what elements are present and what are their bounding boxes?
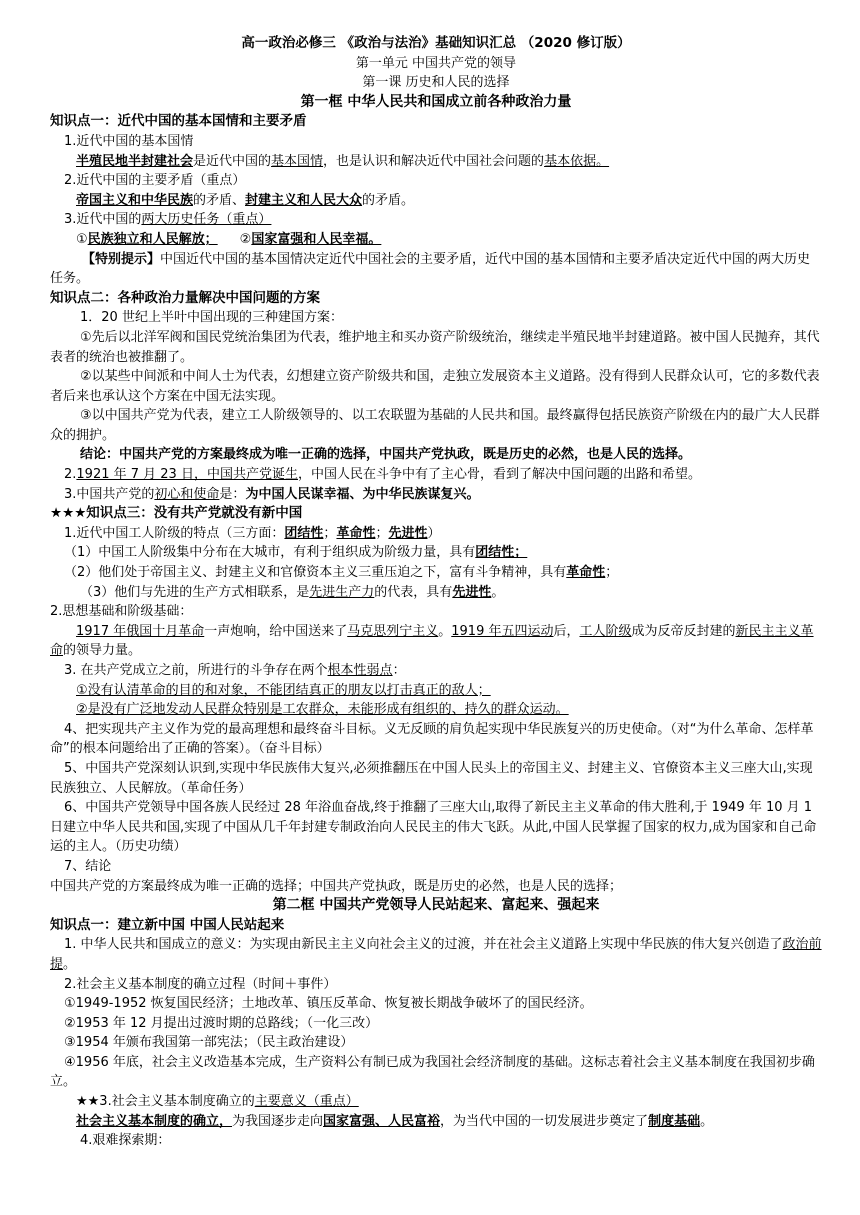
kp3-p4-c: 的代表，具有 <box>374 584 453 600</box>
kp3-p3 <box>50 563 822 583</box>
kp3-p12: 6、中国共产党领导中国各族人民经过 28 年浴血奋战,终于推翻了三座大山,取得了新民主主义革命的伟大胜利,于 1949 年 10 月 1 日建立中华人民共和国,实现了中国从几千年封建专制政治向人民民主的伟大飞跃。从此,中国人民掌握了国家的权力,成为国家和自己命运的主人。（历史功绩） <box>50 800 817 855</box>
kp3-p3-a: （2）他们处于帝国主义、封建主义和官僚资本主义三重压迫之下，富有斗争精神，具有 <box>64 565 567 581</box>
kp2-heading: 知识点二：各种政治力量解决中国问题的方案 <box>50 289 320 306</box>
kp1-item1-key2: 基本国情 <box>271 153 324 169</box>
kp3-p6-b: 一声炮响，给中国送来了 <box>204 623 348 639</box>
frame2-kp1-heading: 知识点一：建立新中国 中国人民站起来 <box>50 916 285 933</box>
kp2-p6-b: 初心和使命 <box>154 486 220 502</box>
kp1-tip-label: 【特别提示】 <box>82 251 161 267</box>
frame2-p4: ②1953 年 12 月提出过渡时期的总路线；（一化三改） <box>64 1015 379 1031</box>
kp2-p5 <box>50 465 822 485</box>
kp3-p3-c: ； <box>605 565 619 581</box>
kp3-p6-a: 1917 年俄国十月革命 <box>76 623 205 639</box>
kp3-heading: ★★★知识点三：没有共产党就没有新中国 <box>50 505 303 522</box>
kp1-item3-e: ② <box>239 231 252 247</box>
kp1-item2-key2: 封建主义和人民大众 <box>245 192 363 208</box>
frame2-p8-a: 社会主义基本制度的确立， <box>76 1113 233 1129</box>
kp3-p1-c: ； <box>323 525 337 541</box>
kp3-p4-a: （3）他们与先进的生产方式相联系，是 <box>80 584 310 600</box>
kp2-p6-c: 是： <box>219 486 246 502</box>
kp2-p5-b: 1921 年 7 月 23 日，中国共产党诞生 <box>76 467 298 483</box>
kp3-p11: 5、中国共产党深刻认识到,实现中华民族伟大复兴,必须推翻压在中国人民头上的帝国主义、封建主义、官僚资本主义三座大山,实现民族独立、人民解放。（革命任务） <box>50 760 813 796</box>
kp1-item3-a: 3.近代中国的 <box>64 212 142 228</box>
unit-title: 第一单元 中国共产党的领导 <box>355 55 517 71</box>
kp3-p10: 4、把实现共产主义作为党的最高理想和最终奋斗目标。义无反顾的肩负起实现中华民族复兴的历史使命。（对“为什么革命、怎样革命”的根本问题给出了正确的答案）。（奋斗目标） <box>50 721 814 757</box>
kp3-p1-f: 先进性 <box>388 525 428 541</box>
frame2-p8-e: 制度基础 <box>648 1113 701 1129</box>
frame1-title: 第一框 中华人民共和国成立前各种政治力量 <box>300 93 572 110</box>
kp3-p1 <box>50 524 822 544</box>
kp3-p14: 中国共产党的方案最终成为唯一正确的选择；中国共产党执政，既是历史的必然，也是人民的选择； <box>50 878 623 894</box>
kp3-p6-h: 成为反帝反封建的 <box>631 623 736 639</box>
frame2-p8-f: 。 <box>700 1113 714 1129</box>
kp3-p6-c: 马克思列宁主义 <box>347 623 439 639</box>
lesson-title: 第一课 历史和人民的选择 <box>362 75 510 91</box>
kp3-p2 <box>50 543 822 563</box>
kp1-item1-text-b: 是近代中国的 <box>193 153 272 169</box>
kp1-tip <box>50 250 822 289</box>
kp3-p1-e: ； <box>375 525 389 541</box>
frame2-p8 <box>50 1112 822 1132</box>
kp2-p6-a: 3.中国共产党的 <box>64 486 155 502</box>
kp3-p9: ②是没有广泛地发动人民群众特别是工农群众，未能形成有组织的、持久的群众运动。 <box>76 702 569 718</box>
frame2-p7-a: ★★3.社会主义基本制度确立的 <box>76 1094 255 1110</box>
frame2-p6: ④1956 年底，社会主义改造基本完成，生产资料公有制已成为我国社会经济制度的基础。这标志着社会主义基本制度在我国初步确立。 <box>50 1054 815 1090</box>
kp1-item3-b: 两大历史任务（重点） <box>141 212 272 228</box>
kp3-p4-d: 先进性 <box>452 584 492 600</box>
kp3-p5: 2.思想基础和阶级基础： <box>50 604 193 620</box>
kp3-p1-a: 1.近代中国工人阶级的特点（三方面： <box>64 525 285 541</box>
kp1-item2: 2.近代中国的主要矛盾（重点） <box>64 173 246 189</box>
kp2-p5-a: 2. <box>64 467 77 483</box>
frame2-p3: ①1949-1952 恢复国民经济；土地改革、镇压反革命、恢复被长期战争破坏了的国民经济。 <box>64 996 593 1012</box>
kp3-p4-e: 。 <box>491 584 505 600</box>
kp3-p8: ①没有认清革命的目的和对象，不能团结真正的朋友以打击真正的敌人； <box>76 682 491 698</box>
frame2-p1-b: 政治前提 <box>50 937 822 972</box>
kp1-item1-text-d: ，也是认识和解决近代中国社会问题的 <box>323 153 545 169</box>
frame2-title: 第二框 中国共产党领导人民站起来、富起来、强起来 <box>272 897 600 914</box>
frame2-p1 <box>50 935 822 974</box>
kp3-p6-g: 工人阶级 <box>579 623 632 639</box>
kp3-p6-f: 后， <box>553 623 580 639</box>
document-title: 高一政治必修三 《政治与法治》基础知识汇总 （2020 修订版） <box>241 35 631 51</box>
frame2-p7-b: 主要意义（重点） <box>254 1094 359 1110</box>
kp1-item2-key: 帝国主义和中华民族 <box>76 192 194 208</box>
kp2-p4: ③以中国共产党为代表，建立工人阶级领导的、以工农联盟为基础的人民共和国。最终赢得包括民族资产阶级在内的最广大人民群众的拥护。 <box>50 408 820 443</box>
kp1-heading: 知识点一：近代中国的基本国情和主要矛盾 <box>50 113 307 130</box>
kp2-p2: ①先后以北洋军阀和国民党统治集团为代表，维护地主和买办资产阶级统治，继续走半殖民地半封建道路。被中国人民抛弃，其代表者的统治也被推翻了。 <box>50 329 820 365</box>
kp1-item3-c: ① <box>76 231 88 247</box>
kp2-p5-c: ，中国人民在斗争中有了主心骨，看到了解决中国问题的出路和希望。 <box>297 467 701 483</box>
frame2-p1-a: 1. 中华人民共和国成立的意义：为实现由新民主主义向社会主义的过渡，并在社会主义道路上实现中华民族的伟大复兴创造了 <box>64 937 783 953</box>
kp2-p6 <box>50 485 822 505</box>
kp1-item1-key: 半殖民地半封建社会 <box>76 153 194 169</box>
frame2-p8-d: ，为当代中国的一切发展进步奠定了 <box>440 1113 649 1129</box>
kp1-item1: 1.近代中国的基本国情 <box>64 133 194 149</box>
frame2-p2: 2.社会主义基本制度的确立过程（时间＋事件） <box>64 976 337 992</box>
kp1-item2-text-b: 的矛盾、 <box>193 192 246 208</box>
kp3-p13: 7、结论 <box>64 858 112 874</box>
kp3-p6-i: 新民主主义革命 <box>50 623 814 659</box>
kp2-p1: 1．20 世纪上半叶中国出现的三种建国方案： <box>80 310 343 326</box>
kp3-p7-b: 根本性弱点 <box>327 663 393 678</box>
kp3-p2-b: 团结性； <box>475 545 528 561</box>
kp2-p6-d: 为中国人民谋幸福、为中华民族谋复兴。 <box>245 486 480 502</box>
kp3-p7-c: ： <box>392 663 406 678</box>
kp2-conclusion: 结论：中国共产党的方案最终成为唯一正确的选择，中国共产党执政，既是历史的必然，也是人民的选择。 <box>80 447 692 463</box>
frame2-p9: 4.艰难探索期： <box>80 1133 171 1149</box>
kp1-task1: 民族独立和人民解放； <box>87 231 218 247</box>
kp3-p4-b: 先进生产力 <box>309 584 375 600</box>
frame2-p8-b: 为我国逐步走向 <box>232 1113 324 1129</box>
kp3-p7 <box>50 661 822 681</box>
kp3-p4 <box>50 583 822 603</box>
kp1-item3 <box>50 210 822 230</box>
frame2-p5: ③1954 年颁布我国第一部宪法；（民主政治建设） <box>64 1035 354 1051</box>
kp3-p7-a: 3. 在共产党成立之前，所进行的斗争存在两个 <box>64 663 328 678</box>
frame2-p8-c: 国家富强、人民富裕 <box>323 1113 441 1129</box>
kp3-p1-g: ） <box>427 525 441 541</box>
kp3-p6-e: 1919 年五四运动 <box>451 623 554 639</box>
kp1-item3-tasks <box>50 230 822 250</box>
frame2-p1-c: 。 <box>63 956 77 972</box>
frame2-p7 <box>50 1092 822 1112</box>
kp1-item2-text-d: 的矛盾。 <box>362 192 415 208</box>
kp3-p2-a: （1）中国工人阶级集中分布在大城市，有利于组织成为阶级力量，具有 <box>64 545 476 561</box>
kp3-p6-d: 。 <box>438 623 452 639</box>
kp1-task2: 国家富强和人民幸福。 <box>251 231 382 247</box>
kp1-item1-text <box>50 152 822 172</box>
kp1-item1-key3: 基本依据。 <box>544 153 610 169</box>
kp1-item2-text <box>50 191 822 211</box>
kp3-p3-b: 革命性 <box>566 565 606 581</box>
kp2-p3: ②以某些中间派和中间人士为代表，幻想建立资产阶级共和国，走独立发展资本主义道路。没有得到人民群众认可，它的多数代表者后来也承认这个方案在中国无法实现。 <box>50 369 820 404</box>
kp3-p1-b: 团结性 <box>284 525 324 541</box>
kp3-p1-d: 革命性 <box>336 525 376 541</box>
kp3-p6 <box>50 622 822 661</box>
kp3-p6-j: 的领导力量。 <box>63 643 142 659</box>
kp1-tip-text: 中国近代中国的基本国情决定近代中国社会的主要矛盾，近代中国的基本国情和主要矛盾决定近代中国的两大历史任务。 <box>50 251 811 287</box>
